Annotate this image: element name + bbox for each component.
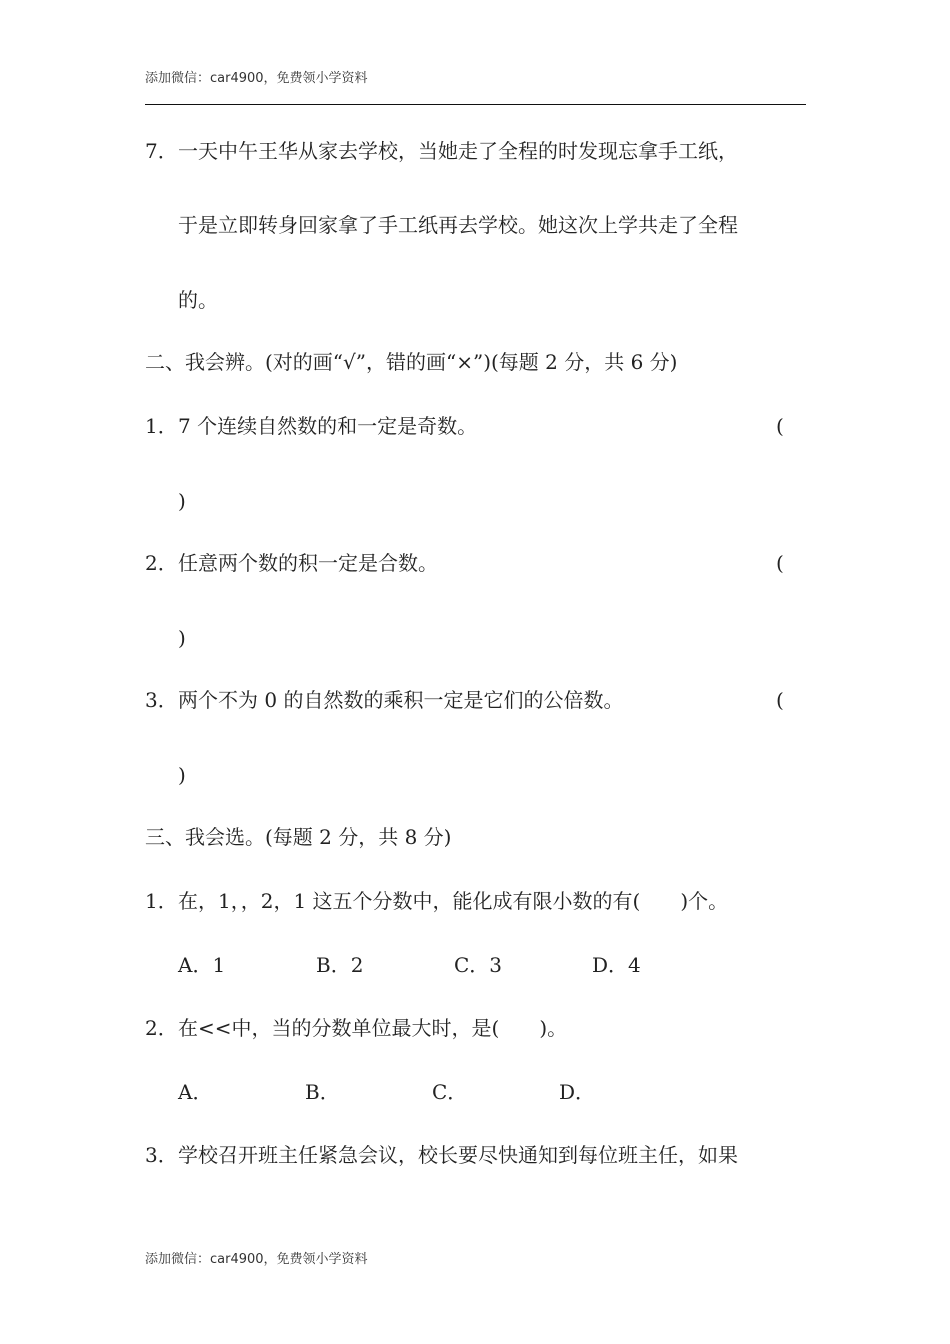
item-text: 两个不为 0 的自然数的乘积一定是它们的公倍数。 (178, 688, 624, 712)
answer-paren-close: ) (178, 763, 186, 787)
question-number: 2． (145, 1016, 178, 1040)
section-2-title: 二、我会辨。(对的画“√”，错的画“×”)(每题 2 分，共 6 分) (145, 350, 678, 374)
option-c[interactable]: C．3 (454, 953, 503, 977)
question-text-line2: 于是立即转身回家拿了手工纸再去学校。她这次上学共走了全程 (178, 213, 738, 237)
question-text: 在，1，，2，1 这五个分数中，能化成有限小数的有( )个。 (178, 889, 729, 913)
answer-paren-open[interactable]: ( (776, 551, 784, 575)
question-number: 3． (145, 1143, 178, 1167)
option-b[interactable]: B．2 (316, 953, 364, 977)
question-text: 在<<中，当的分数单位最大时，是( )。 (178, 1016, 568, 1040)
item-number: 2． (145, 551, 178, 575)
section-3-title: 三、我会选。(每题 2 分，共 8 分) (145, 825, 452, 849)
option-d[interactable]: D．4 (592, 953, 641, 977)
option-d[interactable]: D． (559, 1080, 596, 1104)
answer-paren-open[interactable]: ( (776, 414, 784, 438)
answer-paren-open[interactable]: ( (776, 688, 784, 712)
header-divider (145, 104, 806, 105)
question-text: 学校召开班主任紧急会议，校长要尽快通知到每位班主任，如果 (178, 1143, 738, 1167)
page-header: 添加微信：car4900，免费领小学资料 (145, 71, 368, 86)
option-c[interactable]: C． (432, 1080, 468, 1104)
item-text: 任意两个数的积一定是合数。 (178, 551, 438, 575)
option-b[interactable]: B． (305, 1080, 340, 1104)
option-a[interactable]: A． (178, 1080, 213, 1104)
item-number: 1． (145, 414, 178, 438)
page-footer: 添加微信：car4900，免费领小学资料 (145, 1252, 368, 1267)
question-text-line3: 的。 (178, 288, 218, 312)
option-a[interactable]: A．1 (178, 953, 226, 977)
question-number: 1． (145, 889, 178, 913)
item-number: 3． (145, 688, 178, 712)
question-text-line1: 一天中午王华从家去学校，当她走了全程的时发现忘拿手工纸， (178, 139, 738, 163)
question-number: 7． (145, 139, 178, 163)
answer-paren-close: ) (178, 489, 186, 513)
item-text: 7 个连续自然数的和一定是奇数。 (178, 414, 478, 438)
answer-paren-close: ) (178, 626, 186, 650)
